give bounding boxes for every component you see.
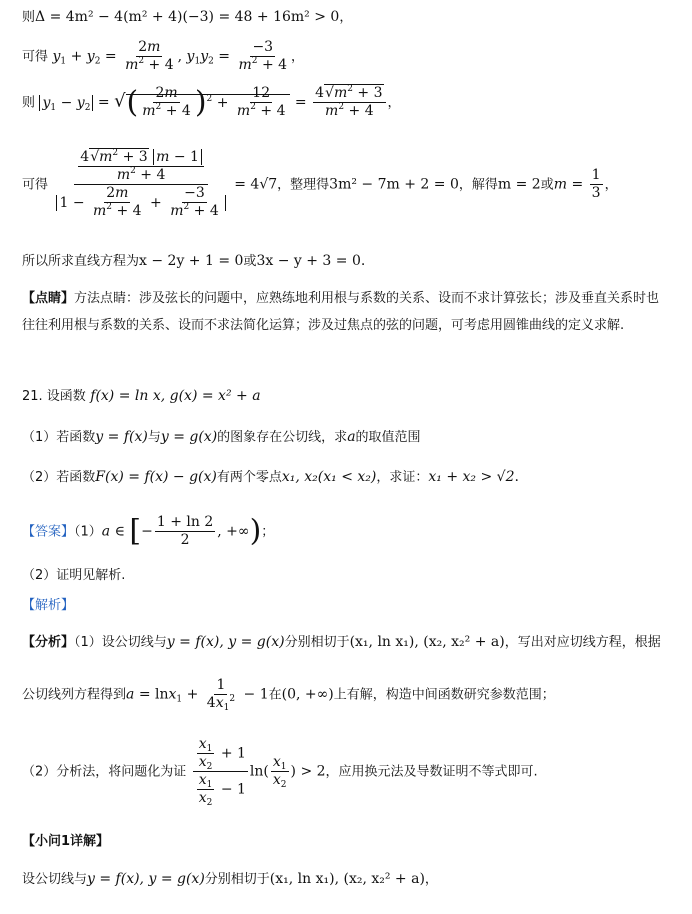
line-chord-diff: 则 $y_1 - y_2$ = √( $\frac{2m}{m^2 + 4}$ )$^2$ + $\frac{12}{m^2 + 4}$ = $\frac{4√m^2 + 3}{m^2 + 4}$ ， [22, 84, 401, 120]
line-result-lines: 所以所求直线方程为x − 2y + 1 = 0或3x − y + 3 = 0. [22, 253, 366, 269]
sqrt-expression: ( $\frac{2m}{m^2 + 4}$ )$^2$ + $\frac{12}{m^2 + 4}$ [126, 94, 291, 111]
fraction-result: $\frac{4√m^2 + 3}{m^2 + 4}$ [313, 86, 385, 119]
analysis-line1: 【分析】（1）设公切线与y = f(x), y = g(x)分别相切于(x₁, ln x₁), (x₂, x₂² + a)，写出对应切线方程，根据 [22, 634, 661, 650]
fraction-sum: $\frac{2m}{m^2 + 4}$ [125, 39, 174, 73]
detail-line: 设公切线与y = f(x), y = g(x)分别相切于(x₁, ln x₁), (x₂, x₂² + a)， [22, 871, 438, 887]
delta-expression: Δ = 4m² − 4(m² + 4)(−3) = 48 + 16m² > 0 [35, 9, 340, 25]
question-21: 21. 设函数 f(x) = ln x, g(x) = x² + a [22, 388, 261, 404]
tip-tag: 【点睛】 [22, 291, 75, 306]
analysis-line3: （2）分析法，将问题化为证 $\frac{x_1}{x_2}$ + 1 $\frac{x_1}{x_2}$ − 1 ln( $\frac{x_1}{x_2}$ ) > 2，应用换元法及导数证明不等式即可. [22, 736, 538, 808]
subquestion-tag: 【小问1详解】 [22, 834, 110, 849]
answer-part2: （2）证明见解析. [22, 568, 126, 583]
jiexi-tag: 【解析】 [22, 598, 75, 613]
line-solve-m: 可得 $\frac{4√m^2 + 3 m - 1}{m^2 + 4}$ 1 − $\frac{2m}{m^2 + 4}$ + $\frac{-3}{m^2 + 4}$ = 4√7，整理得3m² − 7m + 2 = 0，解得m = 2或m = $\frac{1}{3}$ ， [22, 148, 618, 219]
fraction-product: $\frac{-3}{m^2 + 4}$ [238, 39, 288, 73]
question-21-part1: （1）若函数y = f(x)与y = g(x)的图象存在公切线，求a的取值范围 [22, 429, 421, 445]
ratio-fraction: $\frac{x_1}{x_2}$ + 1 $\frac{x_1}{x_2}$ − 1 [193, 737, 248, 806]
line-delta: 则Δ = 4m² − 4(m² + 4)(−3) = 48 + 16m² > 0， [22, 9, 353, 25]
question-21-part2: （2）若函数F(x) = f(x) − g(x)有两个零点x₁, x₂(x₁ < x₂)，求证：x₁ + x₂ > √2. [22, 469, 519, 485]
tip-paragraph [22, 285, 672, 339]
tip-text: 方法点睛：涉及弦长的问题中，应熟练地利用根与系数的关系、设而不求计算弦长；涉及垂直关系时也往往利用根与系数的关系、设而不求法简化运算；涉及过焦点的弦的问题，可考虑用圆锥曲线的定义求解. [22, 291, 660, 333]
compound-fraction: $\frac{4√m^2 + 3 m - 1}{m^2 + 4}$ 1 − $\frac{2m}{m^2 + 4}$ + $\frac{-3}{m^2 + 4}$ [54, 150, 227, 219]
line-delta-prefix: 则 [22, 10, 36, 25]
answer-line: 【答案】（1）a ∈ [− $\frac{1 + \ln 2}{2}$ , +∞)； [22, 513, 275, 549]
answer-tag: 【答案】 [22, 524, 75, 540]
line-vieta: 可得 $y_1 + y_2$ = $\frac{2m}{m^2 + 4}$ , $y_1y_2$ = $\frac{-3}{m^2 + 4}$ ， [22, 39, 305, 73]
analysis-line2: 公切线列方程得到a = lnx$_1$ + $\frac{1}{4x_1^2}$ − 1在(0, +∞)上有解，构造中间函数研究参数范围； [22, 677, 555, 713]
